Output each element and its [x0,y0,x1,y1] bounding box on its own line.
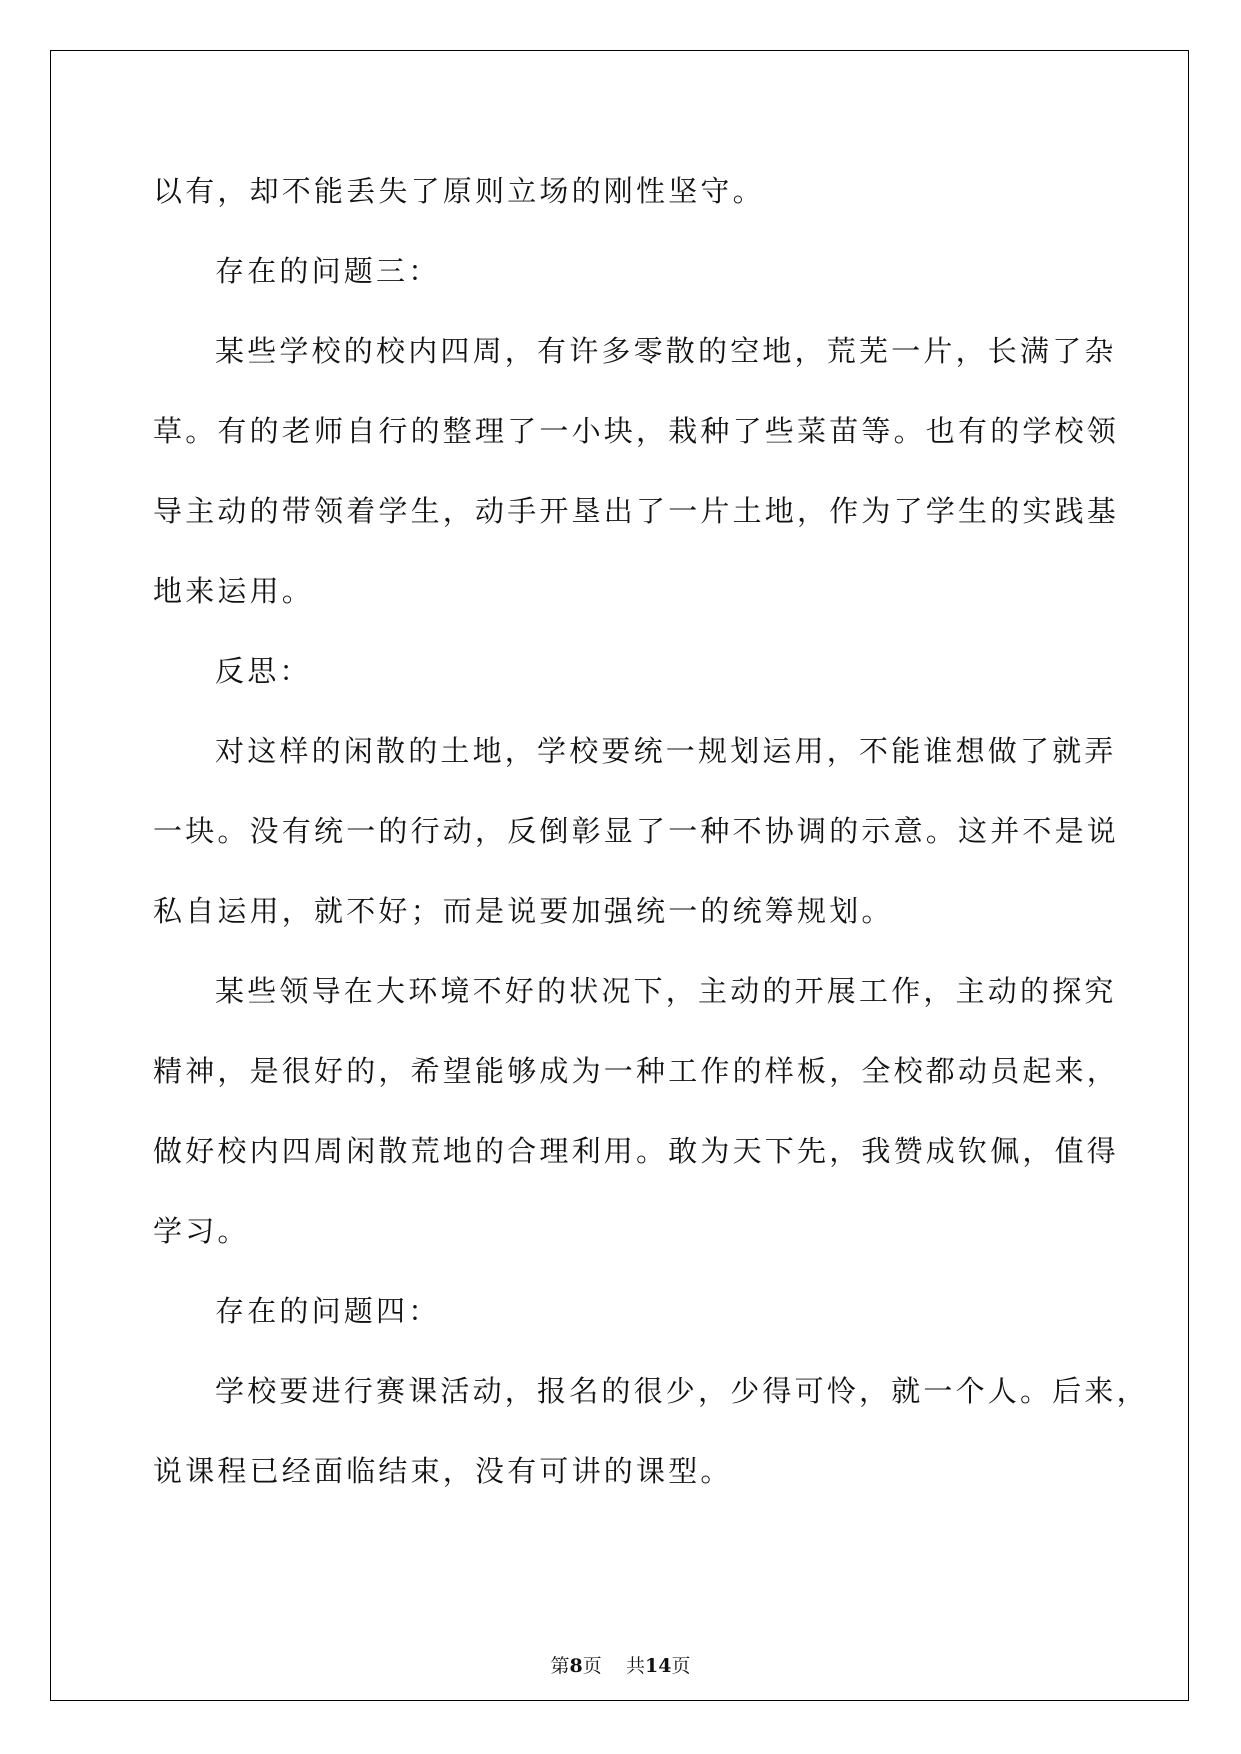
text-line: 学习。 [153,1214,250,1248]
text-line: 导主动的带领着学生，动手开垦出了一片土地，作为了学生的实践基 [153,494,1120,528]
text-line: 草。有的老师自行的整理了一小块，栽种了些菜苗等。也有的学校领 [153,414,1120,448]
section-heading: 反思： [215,654,312,688]
text-line: 某些学校的校内四周，有许多零散的空地，荒芜一片，长满了杂 [215,334,1117,368]
text-line: 对这样的闲散的土地，学校要统一规划运用，不能谁想做了就弄 [215,734,1117,768]
text-line: 以有，却不能丢失了原则立场的刚性坚守。 [153,174,765,208]
text-line: 说课程已经面临结束，没有可讲的课型。 [153,1454,733,1488]
total-pages: 14 [644,1655,672,1677]
page-footer [0,1654,1241,1678]
text-line: 某些领导在大环境不好的状况下，主动的开展工作，主动的探究 [215,974,1117,1008]
section-heading: 存在的问题三： [215,254,441,288]
page-suffix: 页 [582,1655,602,1677]
text-line: 做好校内四周闲散荒地的合理利用。敢为天下先，我赞成钦佩，值得 [153,1134,1120,1168]
section-heading: 存在的问题四： [215,1294,441,1328]
total-prefix: 共 [625,1655,645,1677]
total-suffix: 页 [671,1655,691,1677]
page-number: 8 [569,1655,583,1677]
text-line: 地来运用。 [153,574,315,608]
text-line: 学校要进行赛课活动，报名的很少，少得可怜，就一个人。后来， [215,1374,1149,1408]
text-line: 一块。没有统一的行动，反倒彰显了一种不协调的示意。这并不是说 [153,814,1120,848]
text-line: 精神，是很好的，希望能够成为一种工作的样板，全校都动员起来， [153,1054,1120,1088]
text-line: 私自运用，就不好；而是说要加强统一的统筹规划。 [153,894,894,928]
page-prefix: 第 [550,1655,570,1677]
